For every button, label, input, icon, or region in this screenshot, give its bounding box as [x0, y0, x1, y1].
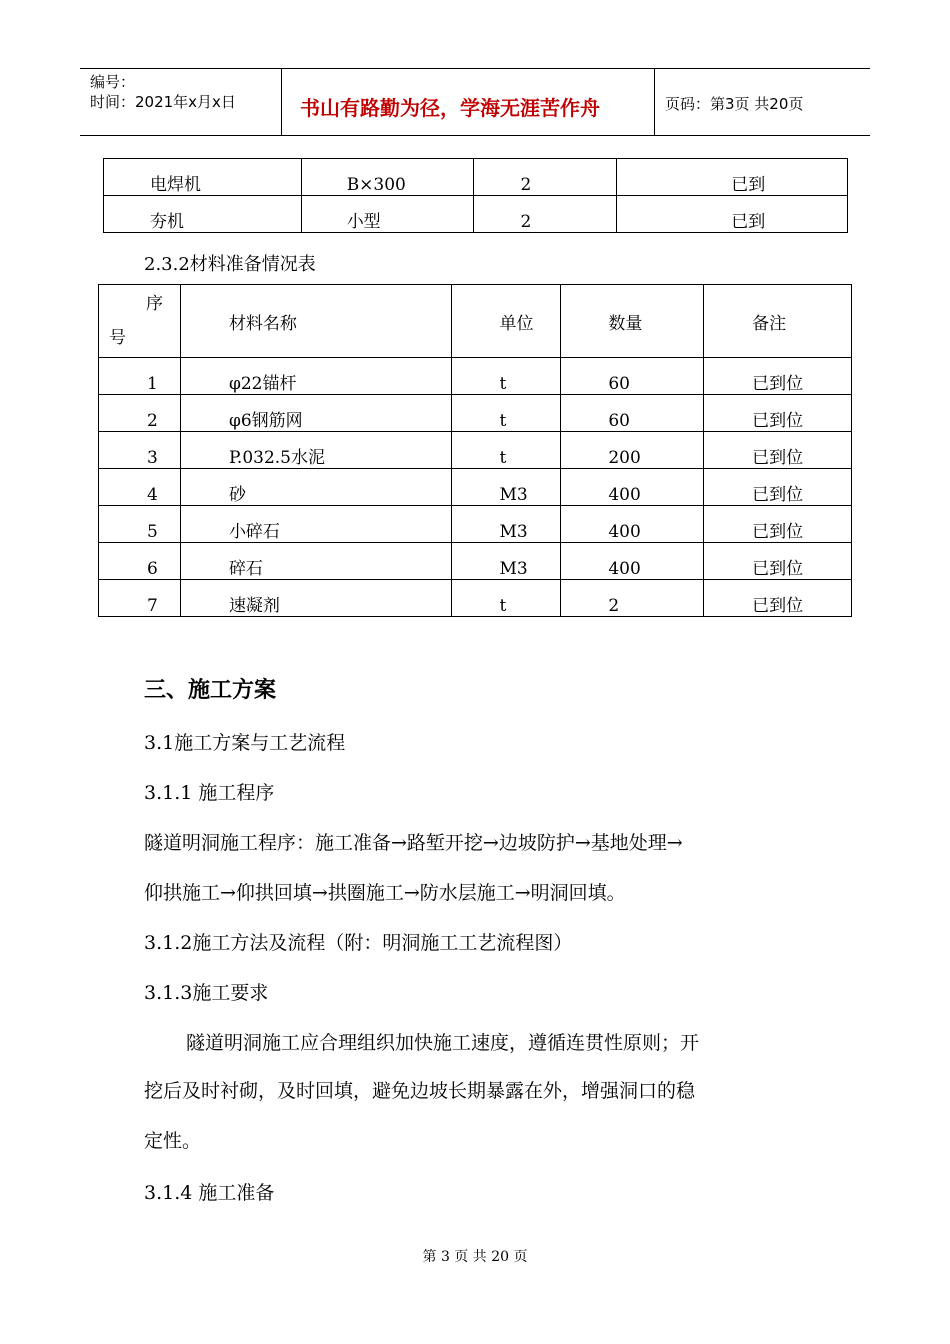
- equip-status-cell: 已到: [617, 159, 848, 196]
- header-divider: [281, 68, 282, 136]
- subsection-3-1-1: 3.1.1 施工程序: [144, 782, 275, 804]
- material-name-cell: 小碎石: [180, 506, 452, 543]
- table-row: [104, 196, 848, 233]
- material-name-cell: φ22锚杆: [180, 358, 452, 395]
- equip-qty-cell: 2: [474, 196, 617, 233]
- subsection-3-1: 3.1施工方案与工艺流程: [144, 732, 346, 754]
- header-unit: 单位: [452, 285, 561, 358]
- requirement-line-2: 挖后及时衬砌，及时回填，避免边坡长期暴露在外，增强洞口的稳: [144, 1080, 696, 1102]
- subsection-3-1-4: 3.1.4 施工准备: [144, 1182, 275, 1204]
- table-row: [99, 432, 852, 469]
- header-seq: [99, 285, 181, 358]
- table-row: [99, 580, 852, 617]
- header-seq-bottom: 号: [109, 328, 126, 348]
- qty-cell: 400: [561, 543, 704, 580]
- unit-cell: M3: [452, 543, 561, 580]
- subsection-3-1-2: 3.1.2施工方法及流程（附：明洞施工工艺流程图）: [144, 932, 573, 954]
- note-cell: 已到位: [704, 358, 852, 395]
- table-row: [99, 506, 852, 543]
- seq-cell: 4: [99, 469, 181, 506]
- header-material-name: 材料名称: [180, 285, 452, 358]
- table-row: [99, 469, 852, 506]
- procedure-line-1: 隧道明洞施工程序：施工准备→路堑开挖→边坡防护→基地处理→: [144, 832, 683, 854]
- header-top-rule: [80, 68, 870, 69]
- table-row: [99, 358, 852, 395]
- equipment-table: [103, 158, 848, 233]
- page-footer: 第 3 页 共 20 页: [422, 1249, 528, 1265]
- equip-qty-cell: 2: [474, 159, 617, 196]
- note-cell: 已到位: [704, 506, 852, 543]
- note-cell: 已到位: [704, 395, 852, 432]
- header-page-info: 页码：第3页 共20页: [665, 95, 804, 113]
- materials-table: [98, 284, 852, 617]
- header-time: 时间：2021年x月x日: [90, 93, 236, 111]
- header-motto: 书山有路勤为径，学海无涯苦作舟: [300, 96, 600, 120]
- requirement-line-1: 隧道明洞施工应合理组织加快施工速度，遵循连贯性原则；开: [186, 1032, 700, 1054]
- material-name-cell: P.032.5水泥: [180, 432, 452, 469]
- material-name-cell: φ6钢筋网: [180, 395, 452, 432]
- equip-spec-cell: B×300: [301, 159, 474, 196]
- equip-name-cell: 夯机: [104, 196, 302, 233]
- equip-name-cell: 电焊机: [104, 159, 302, 196]
- qty-cell: 2: [561, 580, 704, 617]
- seq-cell: 5: [99, 506, 181, 543]
- note-cell: 已到位: [704, 432, 852, 469]
- table-row: [99, 543, 852, 580]
- unit-cell: t: [452, 358, 561, 395]
- subsection-3-1-3: 3.1.3施工要求: [144, 982, 269, 1004]
- seq-cell: 2: [99, 395, 181, 432]
- unit-cell: t: [452, 395, 561, 432]
- header-qty: 数量: [561, 285, 704, 358]
- procedure-line-2: 仰拱施工→仰拱回填→拱圈施工→防水层施工→明洞回填。: [144, 882, 626, 904]
- qty-cell: 60: [561, 395, 704, 432]
- header-divider: [654, 68, 655, 136]
- materials-caption: 2.3.2材料准备情况表: [144, 254, 316, 275]
- note-cell: 已到位: [704, 469, 852, 506]
- seq-cell: 6: [99, 543, 181, 580]
- note-cell: 已到位: [704, 580, 852, 617]
- material-name-cell: 碎石: [180, 543, 452, 580]
- seq-cell: 1: [99, 358, 181, 395]
- requirement-line-3: 定性。: [144, 1130, 202, 1152]
- seq-cell: 7: [99, 580, 181, 617]
- qty-cell: 400: [561, 469, 704, 506]
- note-cell: 已到位: [704, 543, 852, 580]
- table-row: [104, 159, 848, 196]
- unit-cell: t: [452, 580, 561, 617]
- header-bottom-rule: [80, 135, 870, 136]
- seq-cell: 3: [99, 432, 181, 469]
- equip-status-cell: 已到: [617, 196, 848, 233]
- qty-cell: 60: [561, 358, 704, 395]
- header-note: 备注: [704, 285, 852, 358]
- unit-cell: t: [452, 432, 561, 469]
- material-name-cell: 砂: [180, 469, 452, 506]
- qty-cell: 400: [561, 506, 704, 543]
- equip-spec-cell: 小型: [301, 196, 474, 233]
- header-number: 编号：: [90, 73, 136, 91]
- header-seq-top: 序: [146, 294, 163, 314]
- unit-cell: M3: [452, 506, 561, 543]
- section-title: 三、施工方案: [144, 678, 277, 703]
- table-header-row: [99, 285, 852, 358]
- material-name-cell: 速凝剂: [180, 580, 452, 617]
- qty-cell: 200: [561, 432, 704, 469]
- unit-cell: M3: [452, 469, 561, 506]
- table-row: [99, 395, 852, 432]
